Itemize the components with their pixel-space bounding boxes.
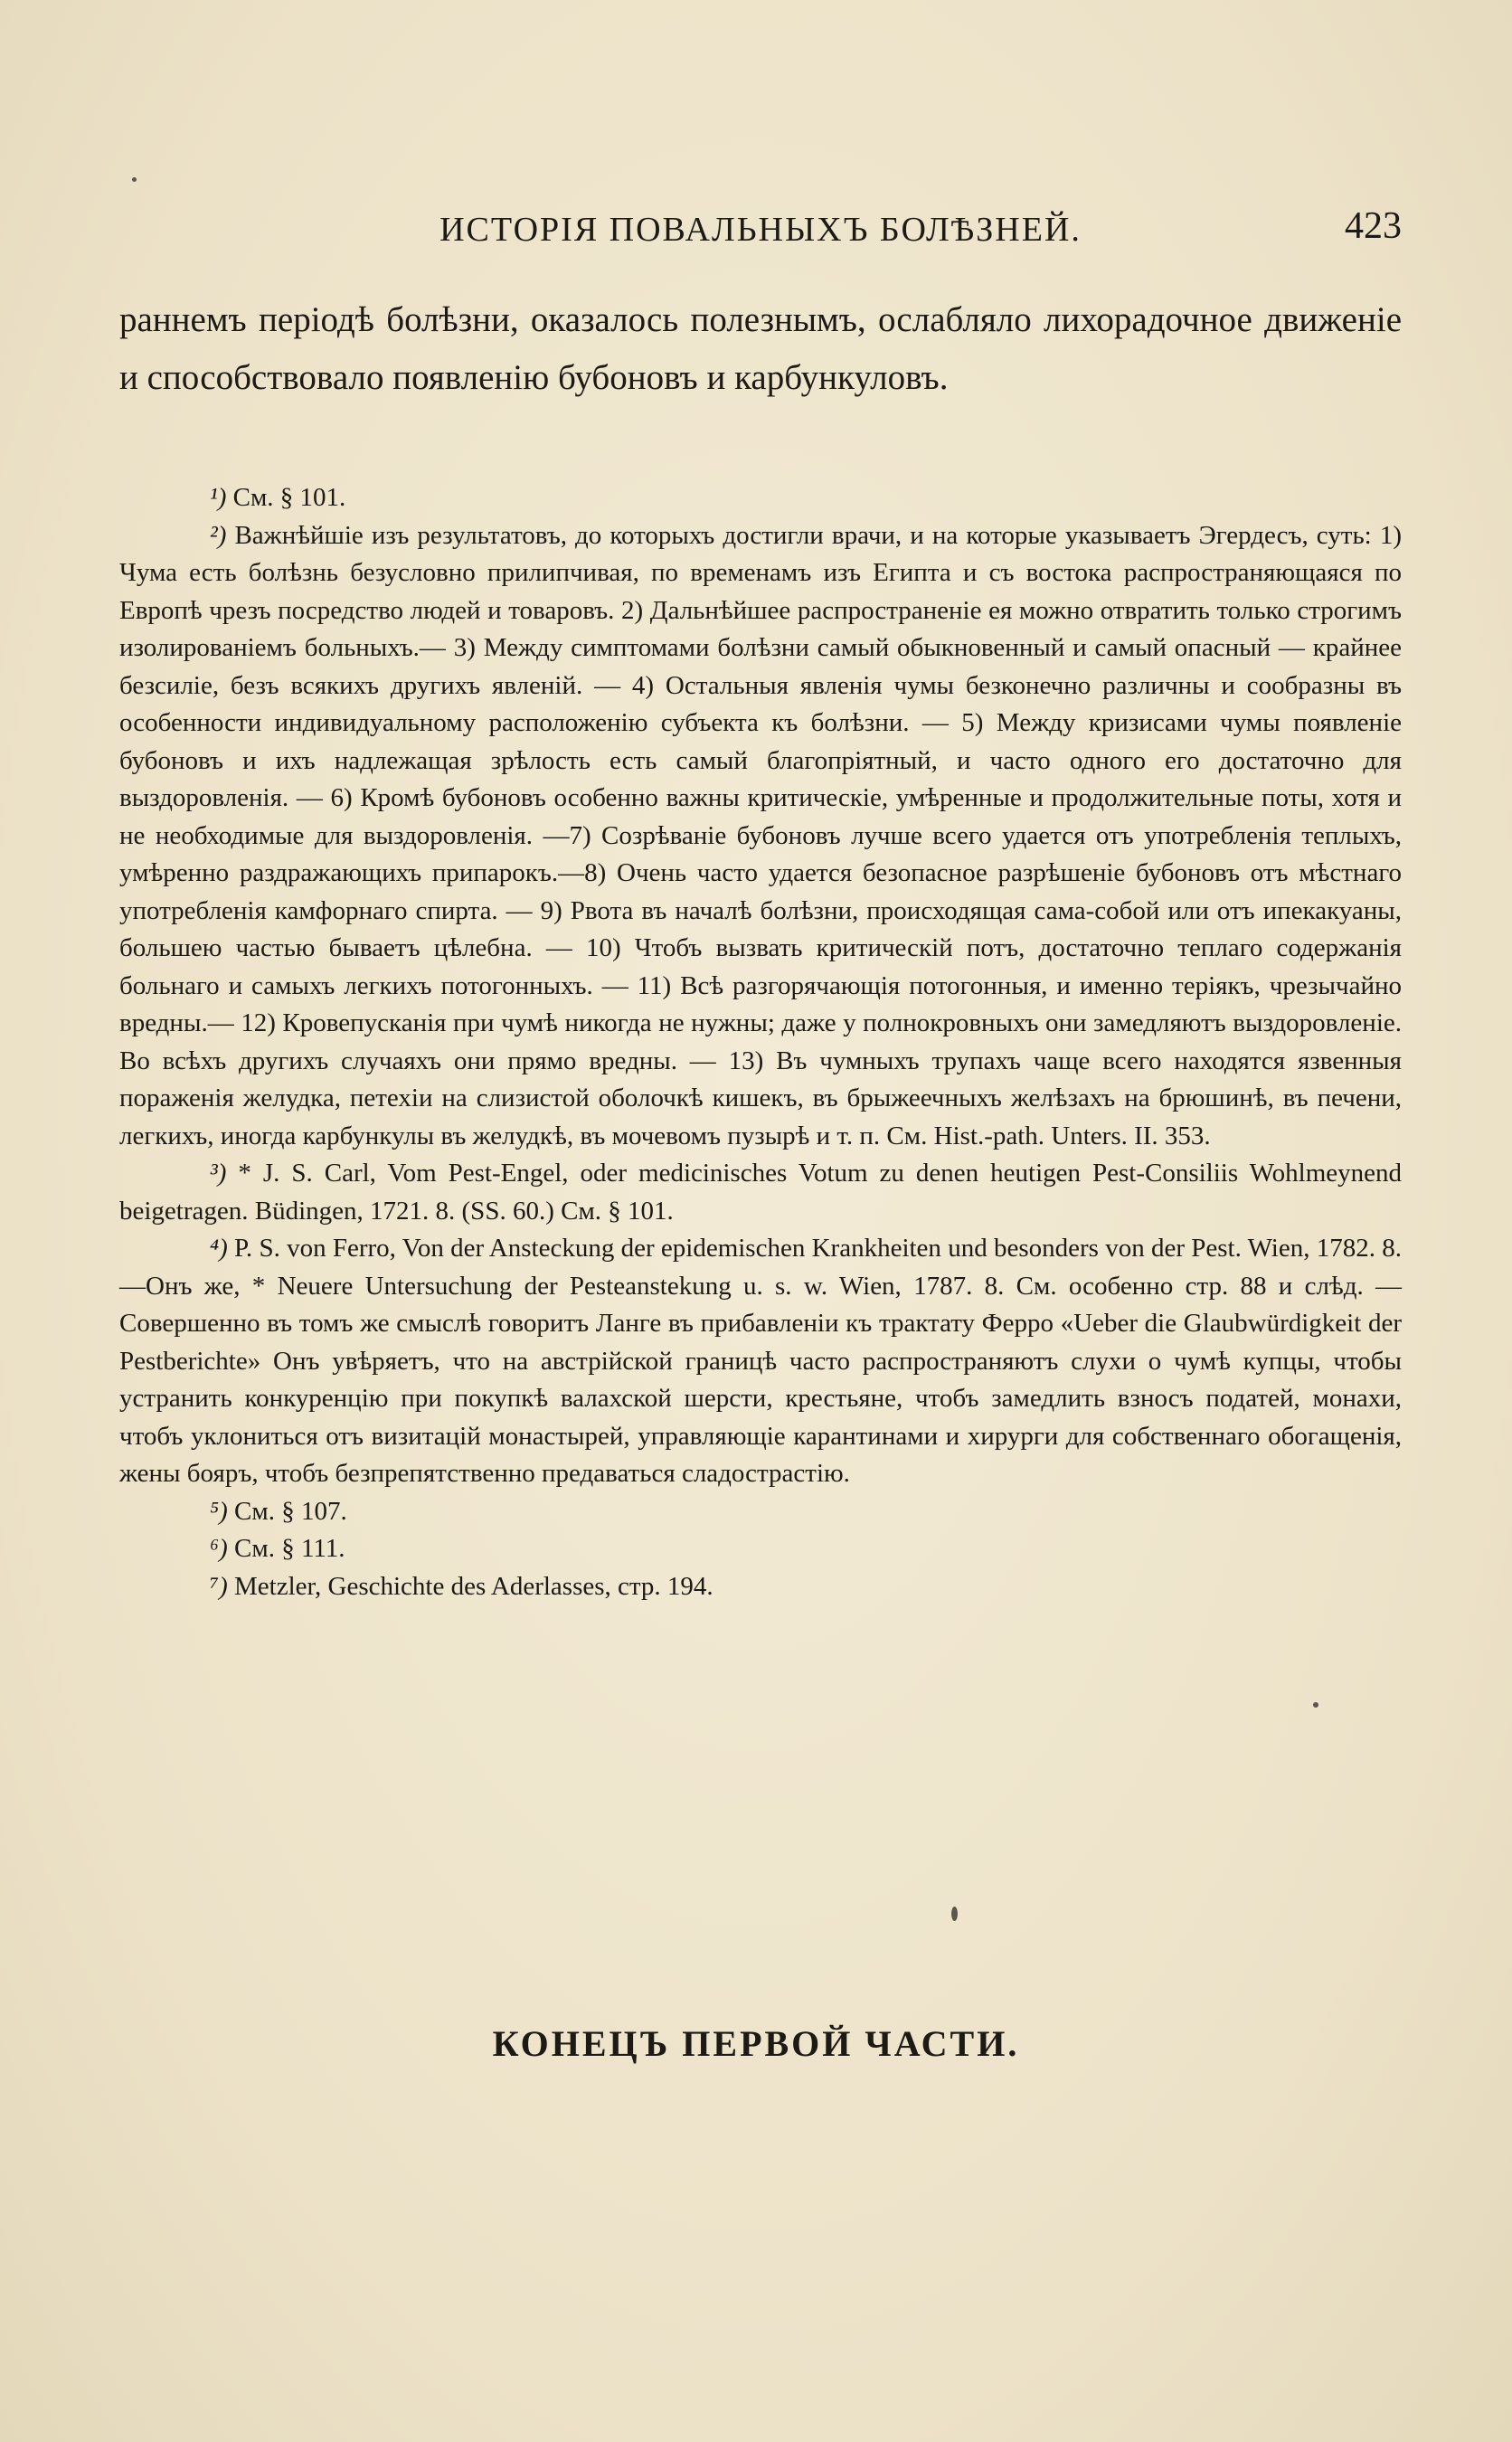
page-header xyxy=(119,205,1402,255)
ink-speck xyxy=(1313,1702,1318,1708)
footnote-marker: ⁶) xyxy=(210,1534,228,1563)
footnote-3 xyxy=(119,1155,1402,1230)
footnote-marker: ¹) xyxy=(210,483,227,512)
footnotes xyxy=(119,479,1402,1605)
footnote-marker: ⁷) xyxy=(210,1571,228,1601)
footnote-1 xyxy=(119,479,1402,517)
ink-speck xyxy=(951,1907,958,1921)
body-paragraph: раннемъ періодѣ болѣзни, оказалось полезнымъ, ослабляло лихорадочное движеніе и способствовало появленію бубоновъ и карбункуловъ. xyxy=(119,300,1402,397)
footnote-text: См. § 107. xyxy=(234,1496,347,1526)
footnote-4 xyxy=(119,1230,1402,1493)
footnote-marker: ⁴) xyxy=(210,1234,228,1263)
end-of-part-heading: КОНЕЦЪ ПЕРВОЙ ЧАСТИ. xyxy=(492,2023,1020,2064)
footnote-marker: ²) xyxy=(210,520,227,550)
page-number: 423 xyxy=(1345,205,1402,247)
footnote-text: См. § 111. xyxy=(234,1534,345,1563)
footnote-7 xyxy=(119,1568,1402,1606)
footnote-text: * J. S. Carl, Vom Pest-Engel, oder medicinisches Votum zu denen heutigen Pest-Consiliis Wohlmeynend beigetragen. Büdingen, 1721. 8. (SS. 60.) См. § 101. xyxy=(119,1159,1403,1226)
footnote-text: Metzler, Geschichte des Aderlasses, стр. 194. xyxy=(234,1571,713,1601)
footnote-text: См. § 101. xyxy=(232,483,346,512)
footnote-2 xyxy=(119,517,1402,1156)
footnote-marker: ⁵) xyxy=(210,1496,228,1526)
footnote-5 xyxy=(119,1493,1402,1531)
footnote-marker: ³) xyxy=(210,1159,227,1188)
footnote-6 xyxy=(119,1530,1402,1568)
footnote-text: Важнѣйшіе изъ результатовъ, до которыхъ достигли врачи, и на которые указываетъ Эгердесъ, суть: 1) Чума есть болѣзнь безусловно прилипчивая, по временамъ изъ Египта и съ востока распространяющаяся по Европѣ чрезъ посредство людей и товаровъ. 2) Дальнѣйшее распространеніе ея можно отвратить только строгимъ изолированіемъ больныхъ.— 3) Между симптомами болѣзни самый обыкновенный и самый опасный — крайнее безсиліе, безъ всякихъ другихъ явленій. — 4) Остальныя явленія чумы безконечно различны и сообразны въ особенности индивидуальному расположенію субъекта къ болѣзни. — 5) Между кризисами чумы появленіе бубоновъ и ихъ надлежащая зрѣлость есть самый благопріятный, и часто одного его достаточно для выздоровленія. — 6) Кромѣ бубоновъ особенно важны критическіе, умѣренные и продолжительные поты, хотя и не необходимые для выздоровленія. —7) Созрѣваніе бубоновъ лучше всего удается отъ употребленія теплыхъ, умѣренно раздражающихъ припарокъ.—8) Очень часто удается безопасное разрѣшеніе бубоновъ отъ мѣстнаго употребленія камфорнаго спирта. — 9) Рвота въ началѣ болѣзни, происходящая сама-собой или отъ ипекакуаны, большею частью бываетъ цѣлебна. — 10) Чтобъ вызвать критическій потъ, достаточно теплаго содержанія больнаго и самыхъ легкихъ потогонныхъ. — 11) Всѣ разгорячающія потогонныя, и именно теріякъ, чрезычайно вредны.— 12) Кровепусканія при чумѣ никогда не нужны; даже у полнокровныхъ они замедляютъ выздоровленіе. Во всѣхъ другихъ случаяхъ они прямо вредны. — 13) Въ чумныхъ трупахъ чаще всего находятся язвенныя пораженія желудка, петехіи на слизистой оболочкѣ кишекъ, въ брыжеечныхъ желѣзахъ на брюшинѣ, въ печени, легкихъ, иногда карбункулы въ желудкѣ, въ мочевомъ пузырѣ и т. п. См. Hist.-path. Unters. II. 353. xyxy=(119,520,1402,1150)
footnote-text: P. S. von Ferro, Von der Ansteckung der epidemischen Krankheiten und besonders von der Pest. Wien, 1782. 8.—Онъ же, * Neuere Untersuchung der Pesteanstekung u. s. w. Wien, 1787. 8. См. особенно стр. 88 и слѣд. — Совершенно въ томъ же смыслѣ говоритъ Ланге въ прибавленіи къ трактату Ферро «Ueber die Glaubwürdigkeit der Pestberichte» Онъ увѣряетъ, что на австрійской границѣ часто распространяютъ слухи о чумѣ купцы, чтобы устранить конкуренцію при покупкѣ валахской шерсти, крестьяне, чтобъ замедлить взносъ податей, монахи, чтобъ уклониться отъ визитацій монастырей, управляющіе карантинами и хирурги для собственнаго обогащенія, жены бояръ, чтобъ безпрепятственно предаваться сладострастію. xyxy=(119,1234,1402,1488)
ink-speck xyxy=(132,177,137,182)
running-title: ИСТОРІЯ ПОВАЛЬНЫХЪ БОЛѢЗНЕЙ. xyxy=(439,211,1082,249)
